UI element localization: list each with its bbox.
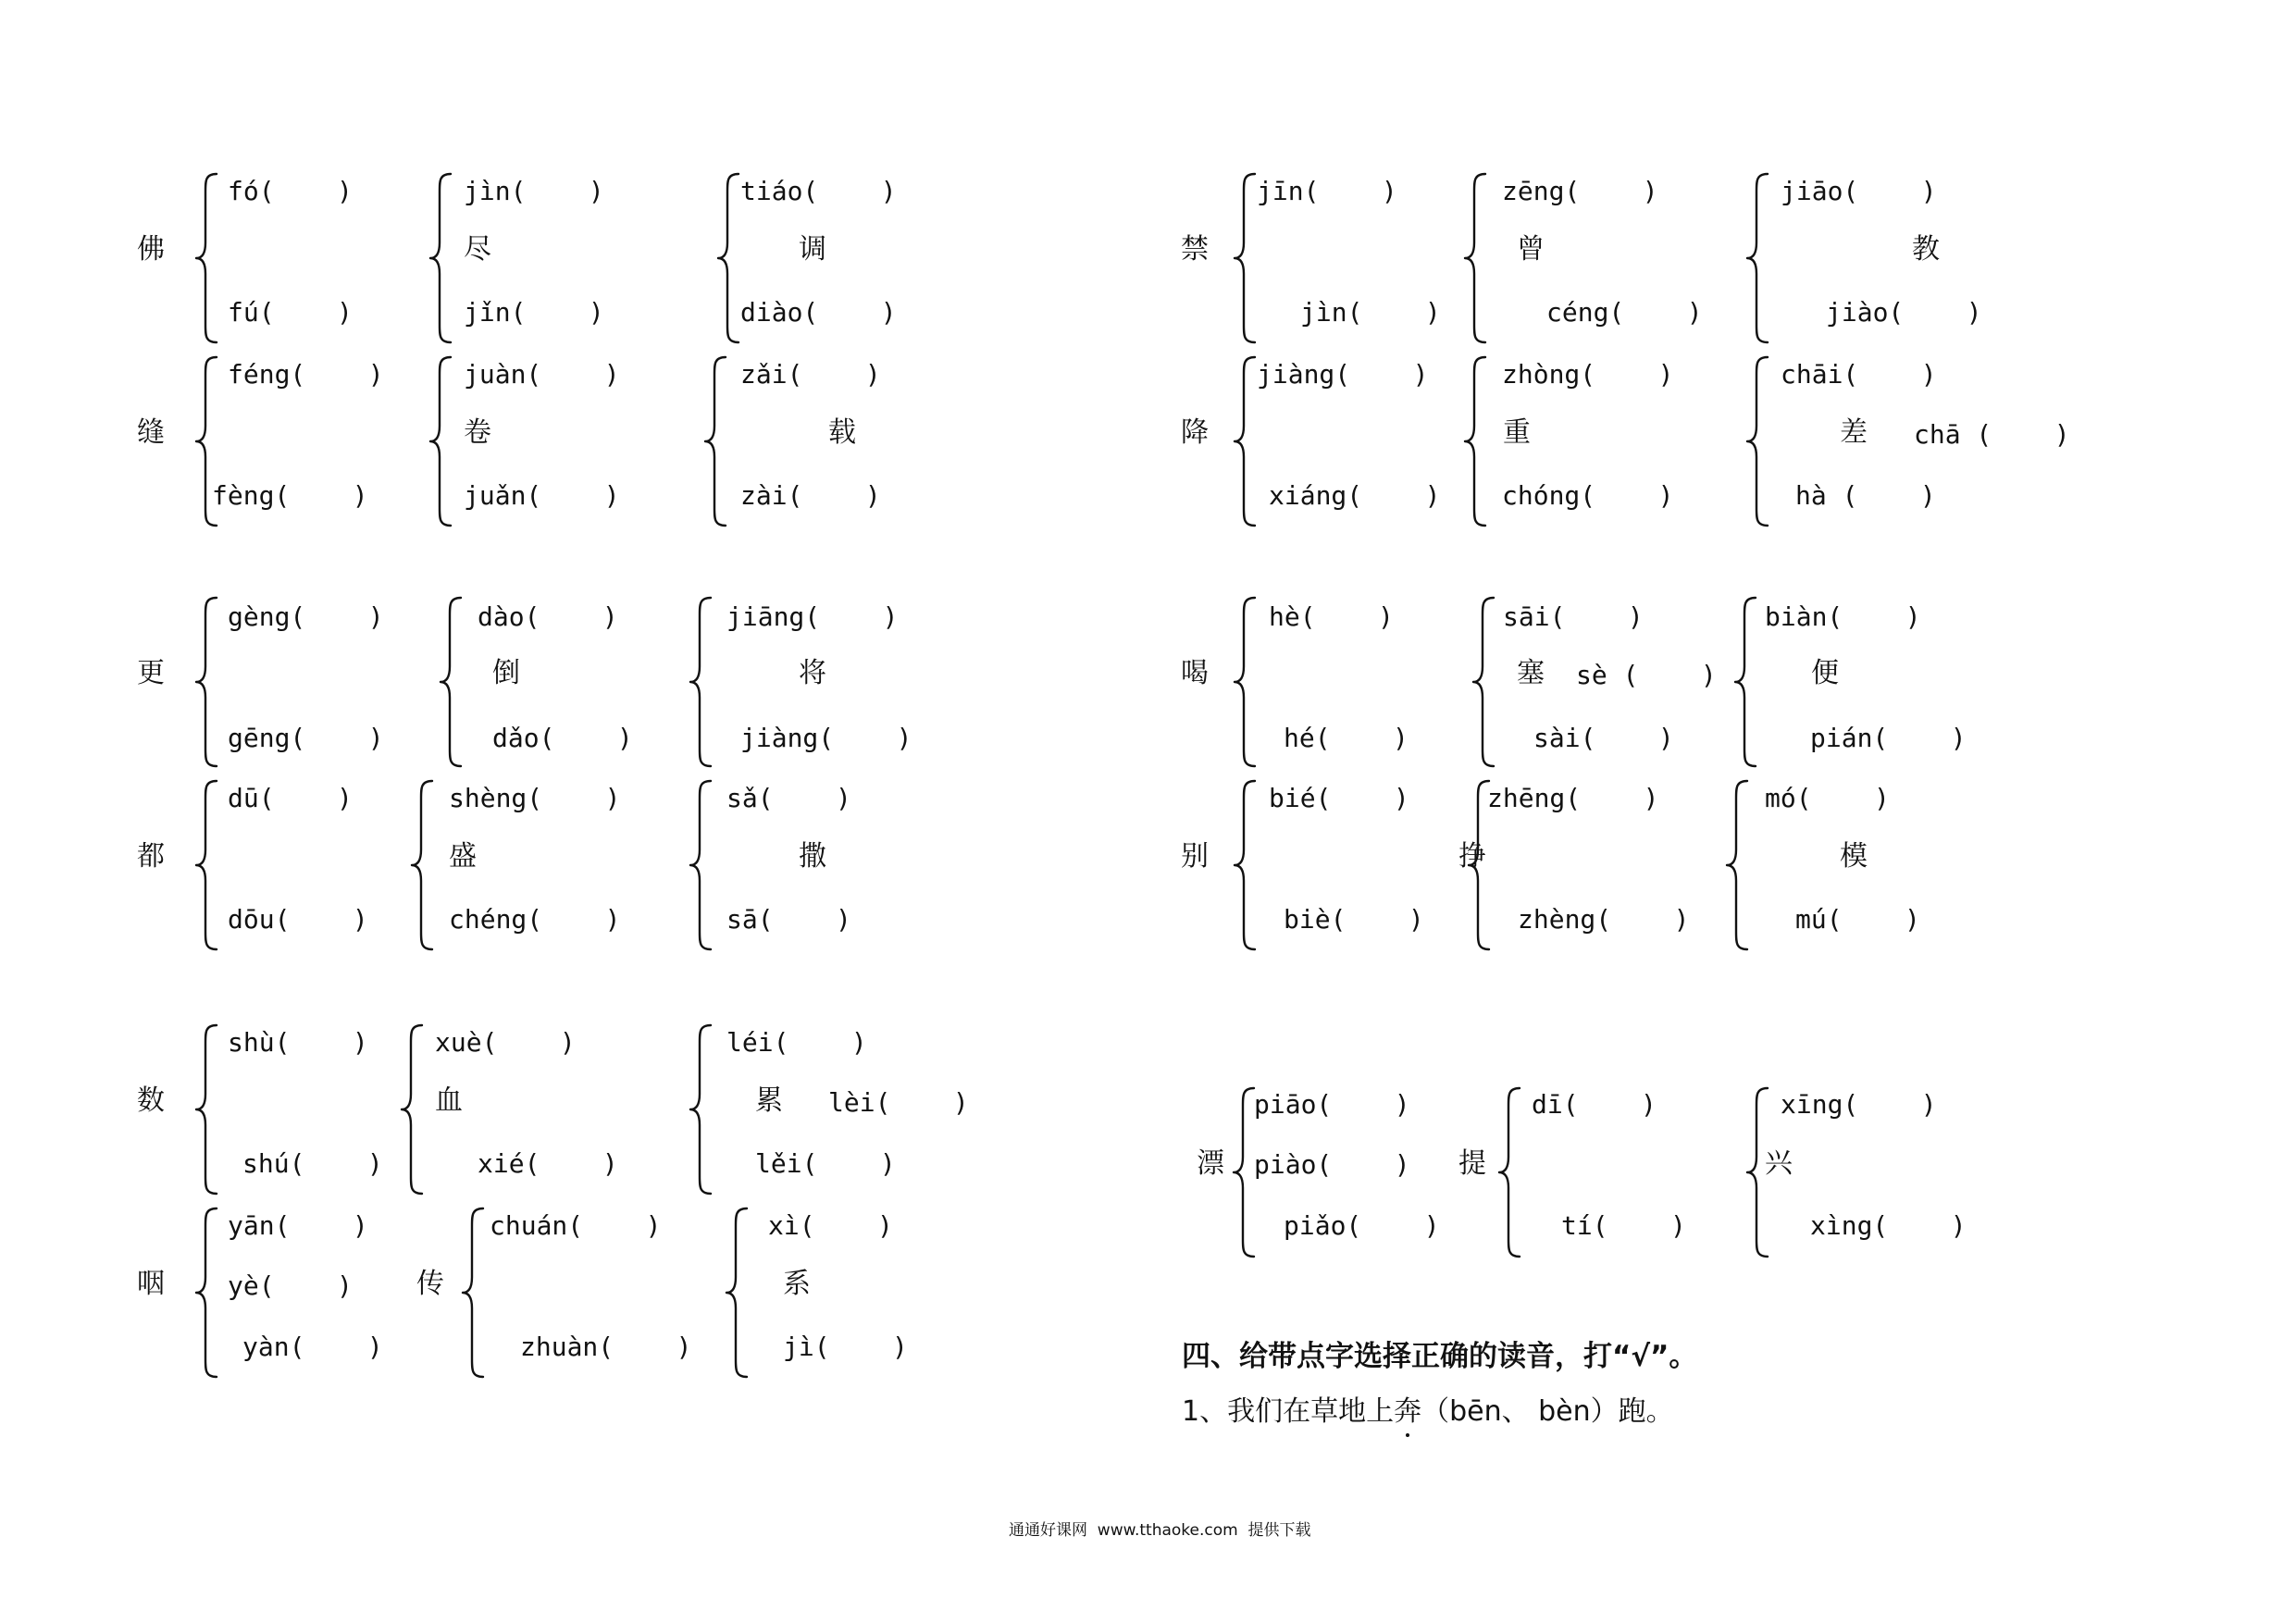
polyphone-character: 累 [755, 1084, 783, 1117]
curly-brace [430, 355, 454, 527]
curly-brace-stroke [1235, 174, 1255, 342]
curly-brace [412, 779, 436, 951]
pinyin-option: shù( ) [228, 1027, 368, 1058]
curly-brace-stroke [1465, 357, 1485, 526]
polyphone-character: 模 [1840, 840, 1868, 873]
pinyin-option: céng( ) [1546, 297, 1703, 328]
curly-brace-stroke [441, 598, 461, 766]
curly-brace-stroke [430, 357, 451, 526]
curly-brace-stroke [1234, 1088, 1254, 1257]
pinyin-option: dū( ) [228, 783, 353, 813]
pinyin-option: yàn( ) [242, 1332, 383, 1362]
curly-brace-stroke [196, 1208, 217, 1377]
curly-brace [430, 172, 454, 344]
curly-brace [1465, 172, 1489, 344]
pinyin-option: fó( ) [228, 176, 353, 206]
pinyin-option: biè( ) [1284, 904, 1424, 935]
pinyin-option: jiàng( ) [740, 723, 912, 753]
pinyin-option: chāi( ) [1781, 359, 1937, 390]
curly-brace [463, 1207, 487, 1379]
polyphone-character: 别 [1181, 840, 1209, 873]
pinyin-option: jiàng( ) [1257, 359, 1429, 390]
question-1-after: （bēn、 bèn）跑。 [1421, 1395, 1674, 1428]
curly-brace [1499, 1086, 1523, 1258]
curly-brace [1473, 596, 1497, 768]
polyphone-character: 血 [435, 1084, 463, 1117]
pinyin-option: gēng( ) [228, 723, 384, 753]
pinyin-option: chóng( ) [1502, 480, 1674, 511]
curly-brace-stroke [196, 174, 217, 342]
pinyin-option: jìn( ) [464, 176, 604, 206]
polyphone-character: 重 [1503, 416, 1531, 449]
curly-brace [402, 1023, 426, 1196]
polyphone-character: 更 [137, 657, 165, 689]
pinyin-option: shèng( ) [449, 783, 621, 813]
polyphone-character: 便 [1811, 657, 1839, 689]
polyphone-character: 都 [137, 840, 165, 873]
question-1-before: 1、我们在草地上 [1182, 1395, 1395, 1428]
curly-brace [1235, 596, 1259, 768]
pinyin-option: diào( ) [740, 297, 897, 328]
pinyin-option: xìng( ) [1810, 1210, 1967, 1241]
curly-brace-stroke [1747, 174, 1768, 342]
polyphone-character: 咽 [137, 1268, 165, 1300]
pinyin-option: sāi( ) [1503, 601, 1644, 632]
pinyin-option: hà ( ) [1795, 480, 1936, 511]
pinyin-option: sè ( ) [1576, 660, 1717, 690]
curly-brace [718, 172, 742, 344]
curly-brace-stroke [430, 174, 451, 342]
pinyin-option: jìn( ) [1300, 297, 1441, 328]
curly-brace-stroke [196, 598, 217, 766]
pinyin-option: zhòng( ) [1502, 359, 1674, 390]
pinyin-option: xīng( ) [1781, 1089, 1937, 1120]
curly-brace-stroke [1235, 598, 1255, 766]
pinyin-option: biàn( ) [1765, 601, 1921, 632]
pinyin-option: zhèng( ) [1518, 904, 1690, 935]
curly-brace-stroke [1469, 781, 1489, 949]
polyphone-character: 降 [1181, 416, 1209, 449]
pinyin-option: chā ( ) [1914, 419, 2070, 450]
curly-brace-stroke [196, 781, 217, 949]
curly-brace [1235, 779, 1259, 951]
polyphone-character: 佛 [137, 233, 165, 266]
curly-brace [1735, 596, 1759, 768]
polyphone-character: 挣 [1458, 840, 1486, 873]
pinyin-option: piào( ) [1254, 1149, 1410, 1180]
curly-brace [1465, 355, 1489, 527]
pinyin-option: fèng( ) [212, 480, 368, 511]
polyphone-character: 传 [416, 1268, 444, 1300]
pinyin-option: hè( ) [1269, 601, 1394, 632]
polyphone-character: 禁 [1181, 233, 1209, 266]
pinyin-option: sài( ) [1533, 723, 1674, 753]
curly-brace [196, 1023, 220, 1196]
pinyin-option: zēng( ) [1502, 176, 1658, 206]
curly-brace-stroke [1747, 1088, 1768, 1257]
curly-brace-stroke [412, 781, 432, 949]
curly-brace-stroke [690, 1025, 711, 1194]
question-1 [1182, 1395, 1674, 1428]
polyphone-character: 兴 [1765, 1147, 1793, 1180]
polyphone-character: 漂 [1197, 1147, 1224, 1180]
pinyin-option: chuán( ) [490, 1210, 662, 1241]
curly-brace-stroke [718, 174, 738, 342]
pinyin-option: bié( ) [1269, 783, 1409, 813]
pinyin-option: zǎi( ) [740, 359, 881, 390]
pinyin-option: jīn( ) [1257, 176, 1397, 206]
curly-brace-stroke [726, 1208, 747, 1377]
curly-brace-stroke [1473, 598, 1494, 766]
pinyin-option: dào( ) [478, 601, 618, 632]
curly-brace-stroke [690, 598, 711, 766]
polyphone-character: 调 [799, 233, 826, 266]
pinyin-option: jiāng( ) [726, 601, 899, 632]
polyphone-character: 倒 [492, 657, 520, 689]
curly-brace [726, 1207, 751, 1379]
pinyin-option: zhēng( ) [1487, 783, 1659, 813]
pinyin-option: xiáng( ) [1269, 480, 1441, 511]
pinyin-option: jiāo( ) [1781, 176, 1937, 206]
curly-brace-stroke [1727, 781, 1747, 949]
pinyin-option: piāo( ) [1254, 1089, 1410, 1120]
pinyin-option: yān( ) [228, 1210, 368, 1241]
pinyin-option: gèng( ) [228, 601, 384, 632]
pinyin-option: dī( ) [1532, 1089, 1657, 1120]
curly-brace [1747, 355, 1771, 527]
curly-brace [1235, 355, 1259, 527]
pinyin-option: tiáo( ) [740, 176, 897, 206]
polyphone-character: 提 [1458, 1147, 1486, 1180]
pinyin-option: xì( ) [768, 1210, 893, 1241]
curly-brace-stroke [196, 1025, 217, 1194]
curly-brace [1747, 1086, 1771, 1258]
pinyin-option: pián( ) [1810, 723, 1967, 753]
polyphone-character: 盛 [449, 840, 477, 873]
pinyin-option: tí( ) [1561, 1210, 1686, 1241]
footer-source: 通通好课网 www.tthaoke.com 提供下载 [1009, 1521, 1311, 1540]
polyphone-character: 数 [137, 1084, 165, 1117]
pinyin-option: léi( ) [726, 1027, 867, 1058]
pinyin-option: jì( ) [783, 1332, 908, 1362]
pinyin-option: dǎo( ) [492, 723, 633, 753]
pinyin-option: hé( ) [1284, 723, 1409, 753]
pinyin-option: dōu( ) [228, 904, 368, 935]
pinyin-option: piǎo( ) [1284, 1210, 1440, 1241]
polyphone-character: 撒 [799, 840, 826, 873]
curly-brace-stroke [463, 1208, 483, 1377]
polyphone-character: 将 [799, 657, 826, 689]
curly-brace [196, 596, 220, 768]
curly-brace [690, 779, 714, 951]
curly-brace-stroke [1235, 781, 1255, 949]
curly-brace [441, 596, 465, 768]
curly-brace-stroke [690, 781, 711, 949]
pinyin-option: jiào( ) [1826, 297, 1982, 328]
curly-brace-stroke [1465, 174, 1485, 342]
curly-brace-stroke [1235, 357, 1255, 526]
pinyin-option: sǎ( ) [726, 783, 851, 813]
polyphone-character: 系 [783, 1268, 811, 1300]
pinyin-option: féng( ) [228, 359, 384, 390]
pinyin-option: xié( ) [478, 1148, 618, 1179]
polyphone-character: 卷 [464, 416, 491, 449]
pinyin-option: zhuàn( ) [520, 1332, 692, 1362]
polyphone-character: 载 [828, 416, 856, 449]
curly-brace [196, 1207, 220, 1379]
pinyin-option: sā( ) [726, 904, 851, 935]
polyphone-character: 尽 [464, 233, 491, 266]
polyphone-character: 差 [1840, 416, 1868, 449]
dotted-character: 奔 [1394, 1395, 1422, 1428]
curly-brace [690, 596, 714, 768]
polyphone-character: 曾 [1517, 233, 1545, 266]
pinyin-option: chéng( ) [449, 904, 621, 935]
pinyin-option: mó( ) [1765, 783, 1890, 813]
curly-brace-stroke [1499, 1088, 1520, 1257]
polyphone-character: 塞 [1517, 657, 1545, 689]
curly-brace-stroke [1735, 598, 1756, 766]
pinyin-option: xuè( ) [435, 1027, 576, 1058]
polyphone-character: 教 [1912, 233, 1940, 266]
pinyin-option: juàn( ) [464, 359, 620, 390]
pinyin-option: juǎn( ) [464, 480, 620, 511]
curly-brace-stroke [402, 1025, 422, 1194]
curly-brace [1235, 172, 1259, 344]
pinyin-option: zài( ) [740, 480, 881, 511]
pinyin-option: fú( ) [228, 297, 353, 328]
pinyin-option: shú( ) [242, 1148, 383, 1179]
pinyin-option: lěi( ) [755, 1148, 896, 1179]
pinyin-option: lèi( ) [828, 1087, 969, 1118]
curly-brace [196, 779, 220, 951]
pinyin-option: mú( ) [1795, 904, 1920, 935]
curly-brace [1727, 779, 1751, 951]
section-four-title: 四、给带点字选择正确的读音，打“√”。 [1182, 1340, 1698, 1373]
curly-brace [196, 172, 220, 344]
curly-brace [690, 1023, 714, 1196]
pinyin-option: yè( ) [228, 1270, 353, 1301]
polyphone-character: 喝 [1181, 657, 1209, 689]
curly-brace-stroke [1747, 357, 1768, 526]
polyphone-character: 缝 [137, 416, 165, 449]
pinyin-option: jǐn( ) [464, 297, 604, 328]
curly-brace-stroke [705, 357, 726, 526]
curly-brace [705, 355, 729, 527]
curly-brace [1747, 172, 1771, 344]
